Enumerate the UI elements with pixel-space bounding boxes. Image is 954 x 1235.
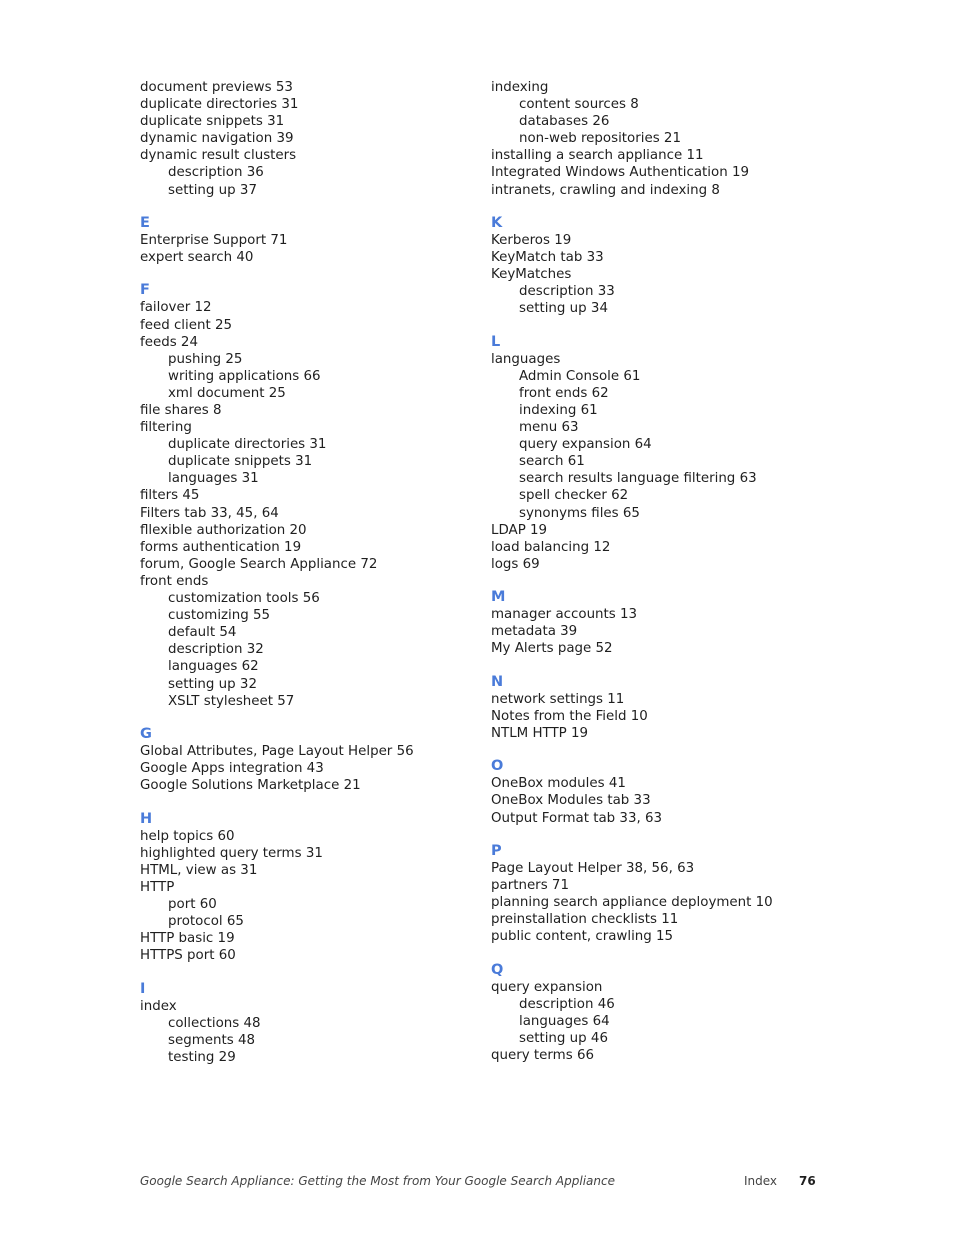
index-subentry: default 54 <box>168 625 237 641</box>
index-subentry: setting up 34 <box>519 301 608 317</box>
index-entry: highlighted query terms 31 <box>140 845 323 861</box>
index-entry: NTLM HTTP 19 <box>491 726 589 741</box>
index-letter-heading: E <box>140 214 150 231</box>
index-subentry: spell checker 62 <box>519 488 629 504</box>
index-letter-heading: H <box>140 810 153 827</box>
index-entry: Google Solutions Marketplace 21 <box>140 778 361 794</box>
index-entry: load balancing 12 <box>491 539 611 555</box>
index-entry: installing a search appliance 11 <box>491 148 704 164</box>
index-entry: OneBox Modules tab 33 <box>491 793 651 809</box>
index-entry: KeyMatch tab 33 <box>491 250 604 266</box>
index-subentry: synonyms files 65 <box>519 505 640 521</box>
index-entry: Integrated Windows Authentication 19 <box>491 165 750 181</box>
index-entry: HTTPS port 60 <box>140 948 236 964</box>
footer-page-number: 76 <box>799 1174 816 1188</box>
index-subentry: non-web repositories 21 <box>519 131 681 147</box>
index-entry: Enterprise Support 71 <box>140 232 288 248</box>
index-entry: public content, crawling 15 <box>491 929 674 945</box>
index-subentry: segments 48 <box>168 1032 256 1048</box>
index-subentry: Admin Console 61 <box>519 368 641 384</box>
index-subentry: databases 26 <box>519 114 610 130</box>
index-entry: filtering <box>140 420 192 436</box>
index-entry: languages <box>491 351 561 367</box>
index-entry: manager accounts 13 <box>491 607 638 623</box>
index-subentry: description 36 <box>168 165 264 181</box>
index-entry: duplicate directories 31 <box>140 97 299 113</box>
index-subentry: front ends 62 <box>519 385 609 401</box>
index-subentry: customizing 55 <box>168 608 271 624</box>
index-subentry: testing 29 <box>168 1049 236 1065</box>
index-entry: query expansion <box>491 979 603 995</box>
index-subentry: collections 48 <box>168 1015 261 1031</box>
index-subentry: setting up 32 <box>168 676 257 692</box>
index-entry: Output Format tab 33, 63 <box>491 810 663 826</box>
index-entry: Google Apps integration 43 <box>140 761 324 777</box>
index-subentry: pushing 25 <box>168 351 243 367</box>
index-entry: Kerberos 19 <box>491 232 572 248</box>
index-entry: partners 71 <box>491 878 569 894</box>
index-entry: intranets, crawling and indexing 8 <box>491 182 720 198</box>
index-entry: index <box>140 998 177 1014</box>
index-entry: My Alerts page 52 <box>491 641 613 657</box>
index-entry: filters 45 <box>140 488 200 504</box>
index-subentry: content sources 8 <box>519 97 639 113</box>
footer-document-title: Google Search Appliance: Getting the Most from Your Google Search Appliance <box>140 1174 615 1188</box>
index-subentry: XSLT stylesheet 57 <box>168 693 295 709</box>
index-letter-heading: G <box>140 725 152 742</box>
index-entry: indexing <box>491 80 549 95</box>
index-column-right <box>491 79 851 1064</box>
index-letter-heading: F <box>140 282 150 299</box>
index-subentry: description 32 <box>168 642 264 658</box>
index-entry: HTTP <box>140 879 175 895</box>
index-entry: document previews 53 <box>140 80 293 95</box>
index-subentry: description 33 <box>519 284 615 300</box>
index-entry: logs 69 <box>491 556 540 572</box>
index-subentry: indexing 61 <box>519 403 598 418</box>
index-entry: query terms 66 <box>491 1048 594 1064</box>
index-subentry: languages 62 <box>168 659 259 675</box>
index-entry: preinstallation checklists 11 <box>491 912 679 928</box>
index-entry: failover 12 <box>140 300 212 316</box>
index-subentry: writing applications 66 <box>168 368 321 384</box>
index-entry: LDAP 19 <box>491 522 548 538</box>
index-subentry: menu 63 <box>519 420 579 436</box>
index-subentry: duplicate directories 31 <box>168 437 327 453</box>
index-subentry: query expansion 64 <box>519 437 652 453</box>
index-entry: HTTP basic 19 <box>140 931 235 947</box>
index-entry: expert search 40 <box>140 250 254 266</box>
index-column-left <box>140 79 480 1066</box>
index-entry: fllexible authorization 20 <box>140 522 307 538</box>
footer-section-name: Index <box>744 1174 778 1188</box>
index-letter-heading: M <box>491 589 506 606</box>
index-entry: front ends <box>140 573 209 589</box>
index-entry: KeyMatches <box>491 267 572 283</box>
index-entry: Page Layout Helper 38, 56, 63 <box>491 860 695 876</box>
index-subentry: customization tools 56 <box>168 591 320 607</box>
index-subentry: protocol 65 <box>168 914 244 930</box>
index-letter-heading: O <box>491 758 504 775</box>
index-entry: planning search appliance deployment 10 <box>491 895 773 911</box>
index-letter-heading: P <box>491 842 502 859</box>
index-subentry: duplicate snippets 31 <box>168 454 313 470</box>
index-subentry: description 46 <box>519 996 615 1012</box>
index-letter-heading: I <box>140 980 146 997</box>
index-subentry: xml document 25 <box>168 385 286 401</box>
index-entry: dynamic navigation 39 <box>140 131 294 147</box>
index-entry: dynamic result clusters <box>140 148 297 164</box>
index-entry: help topics 60 <box>140 828 235 844</box>
index-entry: forms authentication 19 <box>140 539 302 555</box>
index-subentry: search 61 <box>519 454 585 470</box>
index-letter-heading: L <box>491 333 501 350</box>
index-subentry: port 60 <box>168 896 217 912</box>
index-subentry: languages 64 <box>519 1013 610 1029</box>
index-entry: feed client 25 <box>140 317 233 333</box>
index-entry: forum, Google Search Appliance 72 <box>140 556 378 572</box>
index-entry: feeds 24 <box>140 334 198 350</box>
index-subentry: languages 31 <box>168 471 259 487</box>
index-entry: duplicate snippets 31 <box>140 114 285 130</box>
index-letter-heading: N <box>491 673 504 690</box>
index-entry: network settings 11 <box>491 691 625 707</box>
index-entry: Filters tab 33, 45, 64 <box>140 505 279 521</box>
index-entry: Global Attributes, Page Layout Helper 56 <box>140 743 414 759</box>
index-subentry: search results language filtering 63 <box>519 471 757 487</box>
index-entry: metadata 39 <box>491 624 578 640</box>
index-subentry: setting up 46 <box>519 1031 608 1047</box>
index-subentry: setting up 37 <box>168 182 257 198</box>
index-entry: file shares 8 <box>140 403 222 418</box>
index-entry: Notes from the Field 10 <box>491 708 648 724</box>
index-letter-heading: K <box>491 214 503 231</box>
index-entry: OneBox modules 41 <box>491 776 626 792</box>
index-entry: HTML, view as 31 <box>140 862 258 878</box>
index-letter-heading: Q <box>491 961 504 978</box>
